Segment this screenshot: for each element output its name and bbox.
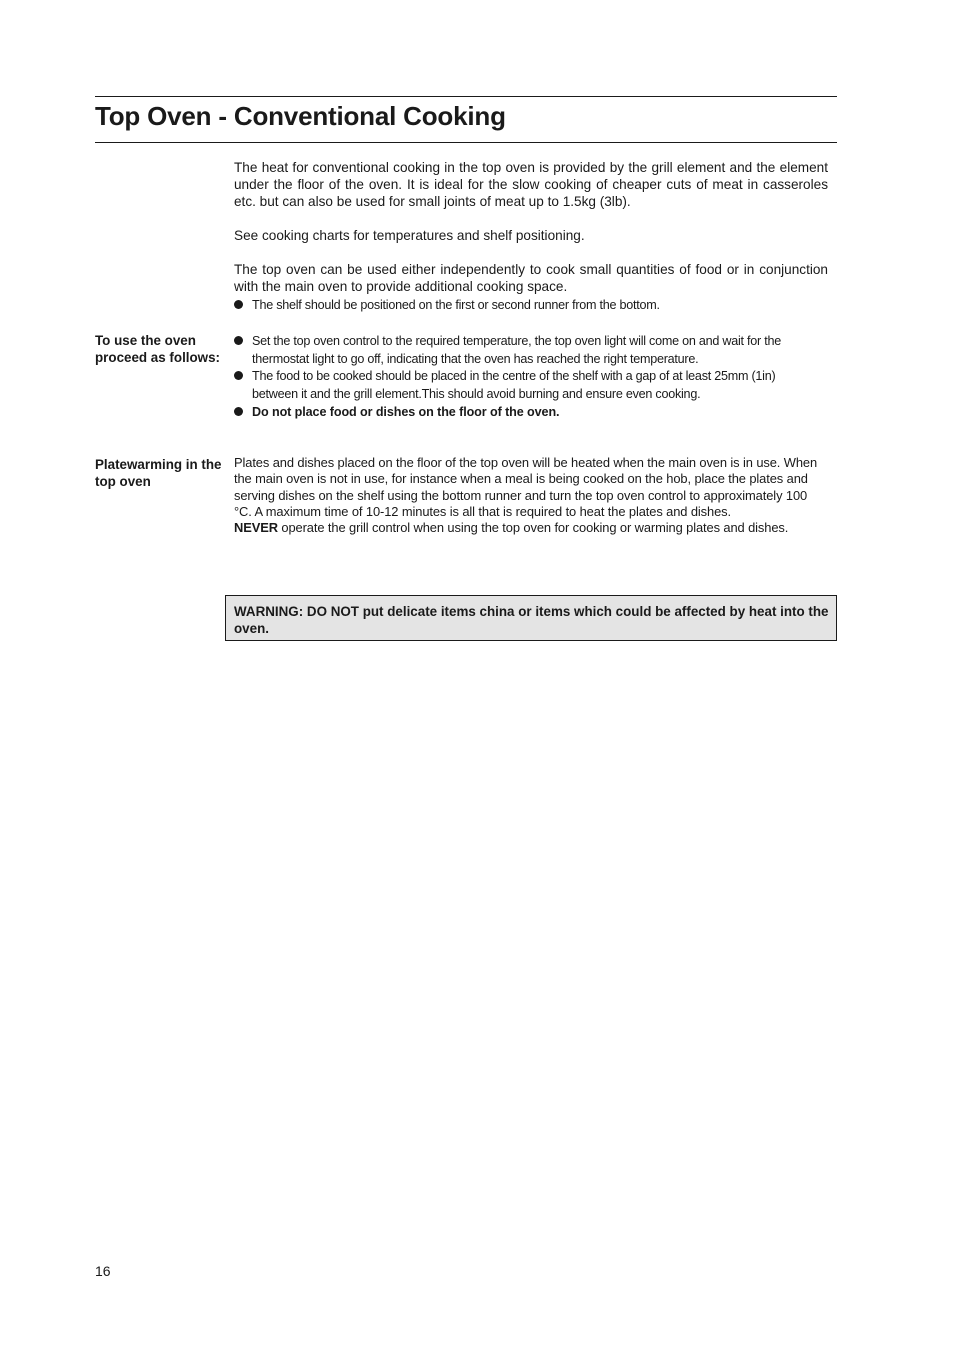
floor-warning-step: Do not place food or dishes on the floor of the oven.	[252, 405, 560, 419]
bullet-icon	[234, 371, 243, 380]
set-control-step: Set the top oven control to the required temperature, the top oven light will come on and wait for the thermostat light to go off, indicating that the oven has reached the right temperature.	[252, 334, 781, 366]
title-rule-bottom	[95, 142, 837, 143]
never-instruction: operate the grill control when using the top oven for cooking or warming plates and dishes.	[277, 520, 789, 536]
food-placement-step: The food to be cooked should be placed in the centre of the shelf with a gap of at least 25mm (1in) between it and the grill element.This should avoid burning and ensure even cooking.	[252, 369, 776, 401]
platewarming-body: Plates and dishes placed on the floor of the top oven will be heated when the main oven is in use. When the main oven is not in use, for instance when a meal is being cooked on the hob, place the plates and serving dishes on the shelf using the bottom runner and turn the top oven control to approximately 100 °C. A maximum time of 10-12 minutes is all that is required to heat the plates and dishes.	[234, 455, 818, 519]
warning-box	[225, 595, 837, 641]
cooking-charts-note: See cooking charts for temperatures and shelf positioning.	[234, 228, 585, 243]
list-item	[234, 403, 824, 421]
warning-text: WARNING: DO NOT put delicate items china or items which could be affected by heat into the oven.	[234, 604, 829, 636]
page-number: 16	[95, 1263, 111, 1279]
list-item	[234, 367, 824, 403]
page-title: Top Oven - Conventional Cooking	[95, 101, 506, 131]
list-item	[234, 332, 824, 368]
bullet-icon	[234, 300, 243, 309]
platewarming-text	[234, 455, 828, 536]
shelf-position-note: The shelf should be positioned on the first or second runner from the bottom.	[252, 298, 660, 312]
use-oven-heading: To use the oven proceed as follows:	[95, 333, 221, 365]
bullet-icon	[234, 336, 243, 345]
intro-paragraph: The heat for conventional cooking in the top oven is provided by the grill element and the element under the floor of the oven. It is ideal for the slow cooking of cheaper cuts of meat in casseroles etc. but can also be used for small joints of meat up to 1.5kg (3lb).	[234, 160, 828, 209]
never-emphasis: NEVER	[234, 520, 278, 536]
list-item	[234, 296, 824, 314]
platewarming-heading: Platewarming in the top oven	[95, 457, 222, 489]
title-rule-top	[95, 96, 837, 97]
bullet-icon	[234, 407, 243, 416]
top-oven-usage-paragraph: The top oven can be used either independently to cook small quantities of food or in conjunction with the main oven to provide additional cooking space.	[234, 262, 828, 294]
